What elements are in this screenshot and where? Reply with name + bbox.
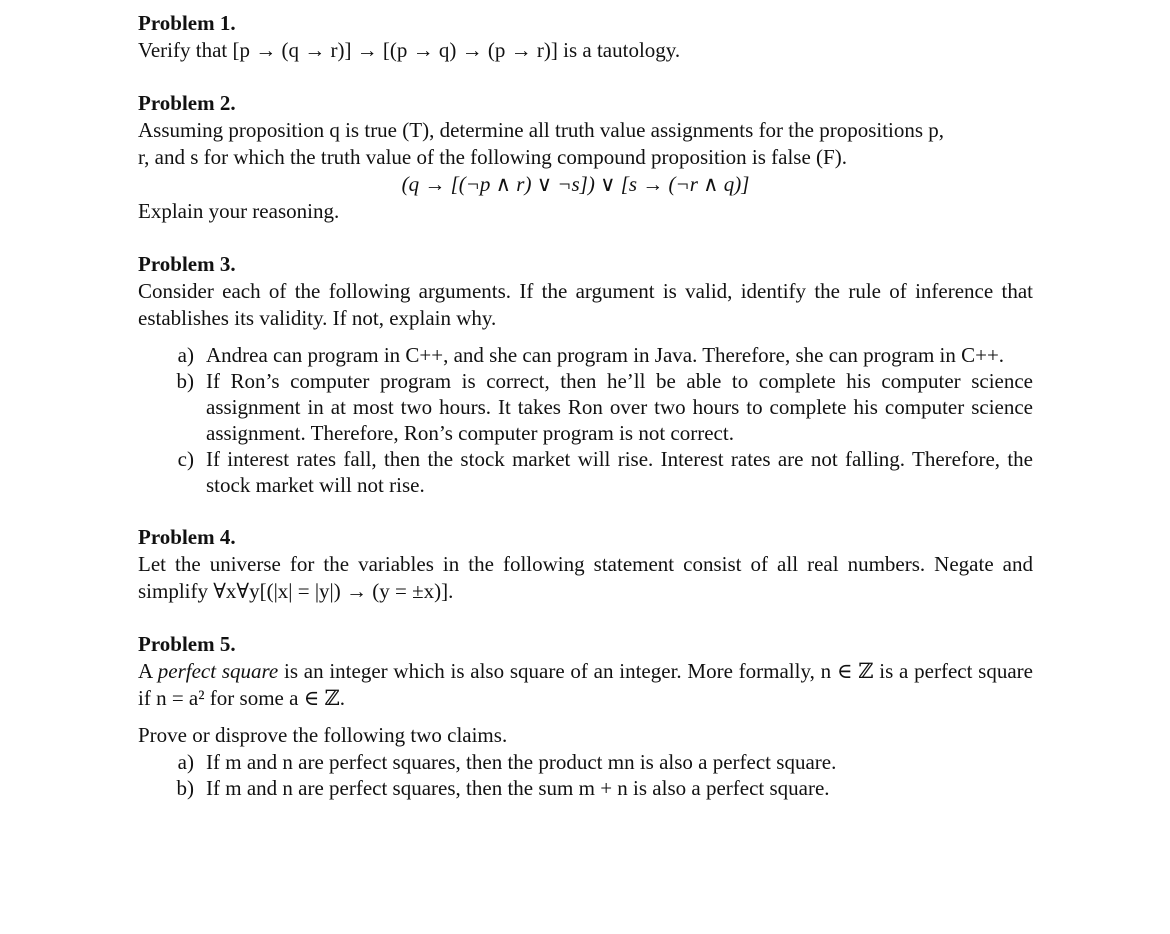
problem-3 (138, 251, 1033, 498)
list-item-text: Andrea can program in C++, and she can program in Java. Therefore, she can program in C++. (206, 343, 1005, 367)
problem-5-prompt: Prove or disprove the following two claims. (138, 723, 508, 747)
list-item-text: If interest rates fall, then the stock market will rise. Interest rates are not falling. Therefore, the stock market will not rise. (206, 447, 1033, 497)
problem-1-text: Verify that [p → (q → r)] → [(p → q) → (p → r)] is a tautology. (138, 38, 681, 62)
problem-5-definition (138, 658, 1033, 712)
list-item-text: If m and n are perfect squares, then the product mn is also a perfect square. (206, 750, 837, 774)
list-marker: c) (177, 447, 194, 471)
list-marker: b) (176, 369, 194, 393)
problem-4 (138, 524, 1033, 605)
problem-4-title: Problem 4. (138, 525, 236, 549)
problem-2-line-2: r, and s for which the truth value of the following compound proposition is false (F). (138, 145, 847, 169)
problem-2 (138, 90, 1033, 225)
problem-5-list (138, 749, 1033, 801)
list-item (138, 368, 1033, 446)
document-page (138, 10, 1033, 801)
problem-5 (138, 631, 1033, 801)
problem-1 (138, 10, 1033, 64)
list-item-text: If Ron’s computer program is correct, then he’ll be able to complete his computer science assignment in at most two hours. It takes Ron over two hours to complete his computer science assignment. Therefore, Ron’s computer program is not correct. (206, 369, 1033, 445)
problem-3-list (138, 342, 1033, 498)
list-marker: a) (177, 343, 194, 367)
problem-1-title: Problem 1. (138, 11, 236, 35)
list-item (138, 775, 1033, 801)
definition-term: perfect square (157, 659, 279, 683)
problem-4-text: Let the universe for the variables in the following statement consist of all real numbers. Negate and simplify ∀x∀y[(|x| = |y|) → (y = ±x)]. (138, 552, 1033, 603)
problem-2-line-1: Assuming proposition q is true (T), determine all truth value assignments for the propositions p, (138, 118, 945, 142)
definition-rest: is an integer which is also square of an integer. More formally, n ∈ ℤ is a perfect square if n = a² for some a ∈ ℤ. (138, 659, 1033, 710)
problem-5-title: Problem 5. (138, 632, 236, 656)
list-item (138, 749, 1033, 775)
list-marker: a) (177, 750, 194, 774)
problem-3-title: Problem 3. (138, 252, 236, 276)
problem-2-explain: Explain your reasoning. (138, 199, 340, 223)
list-item (138, 342, 1033, 368)
problem-2-title: Problem 2. (138, 91, 236, 115)
list-marker: b) (176, 776, 194, 800)
list-item-text: If m and n are perfect squares, then the sum m + n is also a perfect square. (206, 776, 830, 800)
problem-3-intro: Consider each of the following arguments. If the argument is valid, identify the rule of inference that establishes its validity. If not, explain why. (138, 279, 1033, 330)
definition-prefix: A (138, 659, 158, 683)
problem-2-formula: (q → [(¬p ∧ r) ∨ ¬s]) ∨ [s → (¬r ∧ q)] (401, 172, 750, 196)
list-item (138, 446, 1033, 498)
